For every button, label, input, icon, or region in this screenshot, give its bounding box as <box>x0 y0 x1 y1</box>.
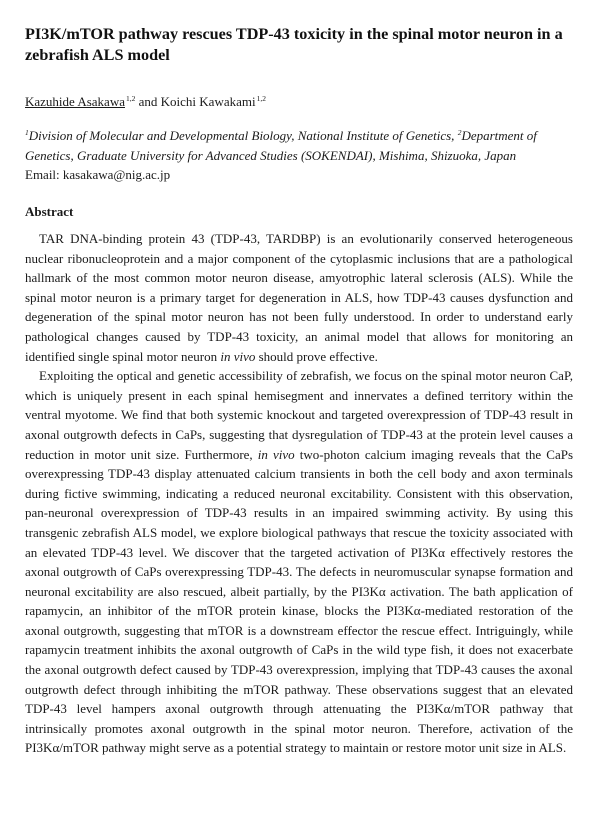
affiliation-2: Department of Genetics, Graduate University for Advanced Studies (SOKENDAI), Mishima, Shizuoka, Japan <box>25 128 537 163</box>
affiliation-marker: 1 <box>25 128 29 137</box>
italic-term: in vivo <box>220 348 256 364</box>
author-affiliation-marker: 1,2 <box>126 94 136 103</box>
author-name: Kazuhide Asakawa <box>25 94 125 109</box>
author-list <box>25 91 266 110</box>
abstract-paragraph <box>25 229 573 366</box>
author-name: Koichi Kawakami <box>160 94 256 109</box>
abstract-paragraph <box>25 366 573 758</box>
paragraph-text: TAR DNA-binding protein 43 (TDP-43, TARDBP) is an evolutionarily conserved heterogeneous nuclear ribonucleoprotein and a major component of the cytoplasmic inclusions that are a pathological hallmark of the most common motor neuron disease, amyotrophic lateral sclerosis (ALS). While the spinal motor neuron is a primary target for degeneration in ALS, how TDP-43 causes dysfunction and degeneration of the spinal motor neuron has not been fully understood. In order to understand early pathological changes caused by TDP-43 toxicity, an animal model that allows for monitoring an identified single spinal motor neuron <box>25 231 573 364</box>
paragraph-text: Exploiting the optical and genetic accessibility of zebrafish, we focus on the spinal motor neuron CaP, which is uniquely present in each spinal hemisegment and innervates a defined territory within the ventral myotome. We find that both systemic knockout and targeted overexpression of TDP-43 result in axonal outgrowth defects in CaPs, suggesting that dysregulation of TDP-43 at the protein level causes a reduction in motor unit size. Furthermore, <box>25 368 573 462</box>
author-separator: and <box>135 94 161 109</box>
abstract-body <box>25 229 573 758</box>
affiliations <box>25 123 585 185</box>
affiliation-1: Division of Molecular and Developmental Biology, National Institute of Genetics, <box>28 128 458 143</box>
paper-title: PI3K/mTOR pathway rescues TDP-43 toxicity in the spinal motor neuron in a zebrafish ALS model <box>25 25 563 64</box>
contact-email[interactable]: Email: kasakawa@nig.ac.jp <box>25 167 171 182</box>
abstract-heading: Abstract <box>25 204 74 219</box>
author-affiliation-marker: 1,2 <box>256 94 266 103</box>
italic-term: in vivo <box>257 446 295 462</box>
paragraph-text: two-photon calcium imaging reveals that the CaPs overexpressing TDP-43 display attenuated calcium transients in both the cell body and axon terminals during fictive swimming, indicating a reduced neuronal excitability. Consistent with this observation, pan-neuronal overexpression of TDP-43 results in an impaired swimming activity. By using this transgenic zebrafish ALS model, we explore biological pathways that rescue the toxicity associated with an elevated TDP-43 level. We discover that the targeted activation of PI3Kα effectively restores the axonal outgrowth of CaPs overexpressing TDP-43. The defects in neuromuscular synapse formation and neuronal excitability are also rescued, albeit partially, by the PI3Kα activation. The bath application of rapamycin, an inhibitor of the mTOR protein kinase, blocks the PI3Kα-mediated restoration of the axonal outgrowth, suggesting that mTOR is a downstream effector the rescue effect. Intriguingly, while rapamycin treatment inhibits the axonal outgrowth of CaPs in the wild type fish, it does not exacerbate the axonal outgrowth defect caused by TDP-43 overexpression, implying that TDP-43 causes the axonal outgrowth defect through inhibiting the mTOR pathway. These observations suggest that an elevated TDP-43 level hampers axonal outgrowth through attenuating the PI3Kα/mTOR pathway that intrinsically promotes axonal outgrowth in the spinal motor neuron. Therefore, activation of the PI3Kα/mTOR pathway might serve as a potential strategy to maintain or restore motor unit size in ALS. <box>25 446 573 756</box>
paragraph-text: should prove effective. <box>255 348 378 364</box>
affiliation-marker: 2 <box>457 128 462 137</box>
